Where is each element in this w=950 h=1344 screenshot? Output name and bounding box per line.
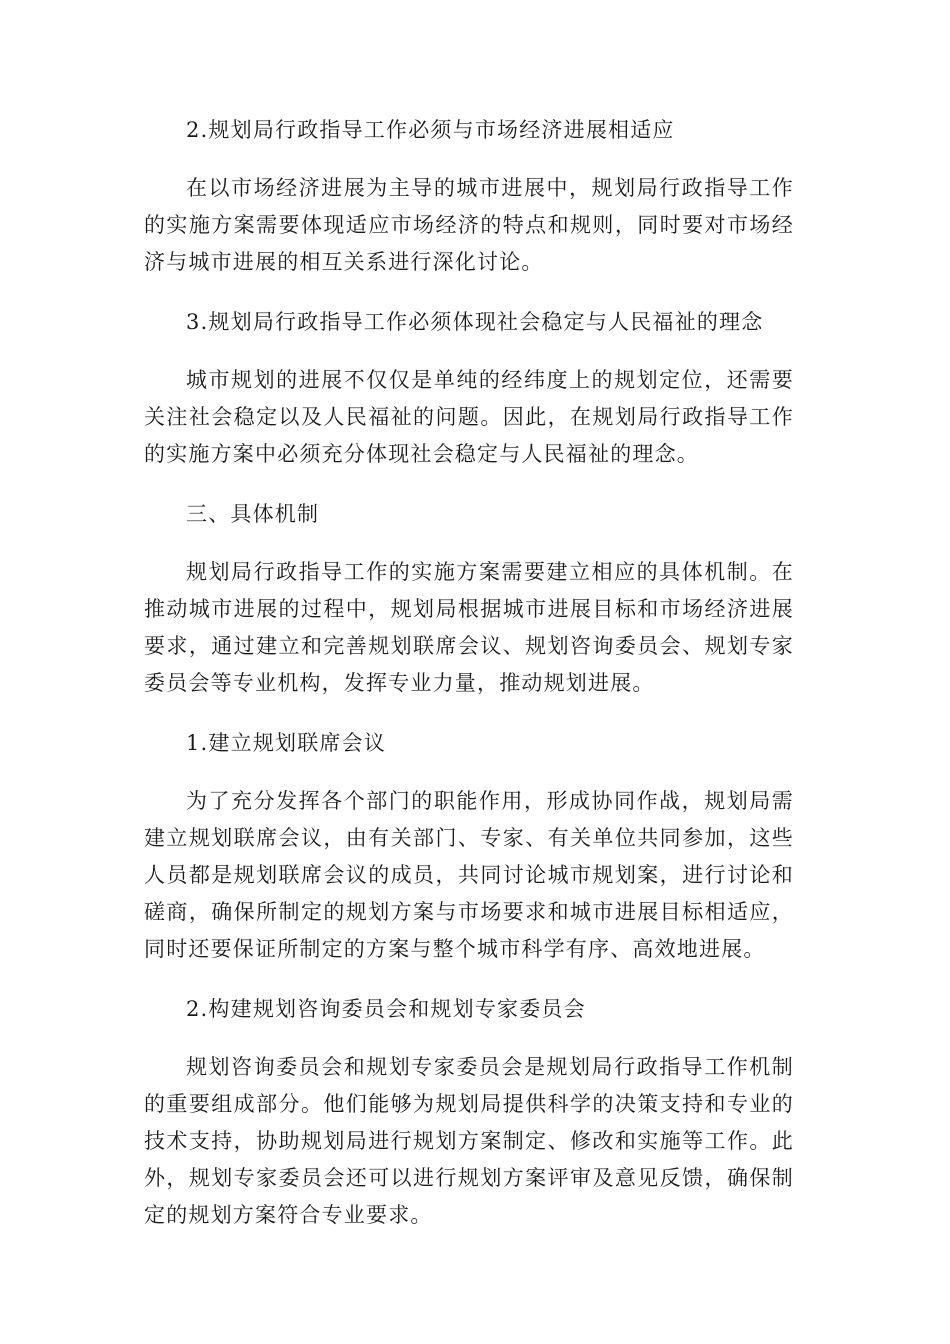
section-heading-market-economy: 2.规划局行政指导工作必须与市场经济进展相适应 (186, 118, 675, 142)
document-body (144, 112, 794, 1234)
section-heading-social-stability: 3.规划局行政指导工作必须体现社会稳定与人民福祉的理念 (186, 310, 764, 334)
paragraph-committees: 规划咨询委员会和规划专家委员会是规划局行政指导工作机制的重要组成部分。他们能够为规划局提供科学的决策支持和专业的技术支持，协助规划局进行规划方案制定、修改和实施等工作。此外，规划专家委员会还可以进行规划方案评审及意见反馈，确保制定的规划方案符合专业要求。 (144, 1055, 794, 1227)
section-heading-joint-meeting: 1.建立规划联席会议 (186, 731, 387, 755)
section-heading-committees: 2.构建规划咨询委员会和规划专家委员会 (186, 997, 586, 1021)
paragraph-social-stability: 城市规划的进展不仅仅是单纯的经纬度上的规划定位，还需要关注社会稳定以及人民福祉的问题。因此，在规划局行政指导工作的实施方案中必须充分体现社会稳定与人民福祉的理念。 (144, 368, 794, 466)
paragraph-mechanism: 规划局行政指导工作的实施方案需要建立相应的具体机制。在推动城市进展的过程中，规划局根据城市进展目标和市场经济进展要求，通过建立和完善规划联席会议、规划咨询委员会、规划专家委员会等专业机构，发挥专业力量，推动规划进展。 (144, 560, 794, 695)
paragraph-market-economy: 在以市场经济进展为主导的城市进展中，规划局行政指导工作的实施方案需要体现适应市场经济的特点和规则，同时要对市场经济与城市进展的相互关系进行深化讨论。 (144, 176, 794, 274)
section-heading-mechanism: 三、具体机制 (186, 502, 320, 526)
paragraph-joint-meeting: 为了充分发挥各个部门的职能作用，形成协同作战，规划局需建立规划联席会议，由有关部门、专家、有关单位共同参加，这些人员都是规划联席会议的成员，共同讨论城市规划案，进行讨论和磋商，确保所制定的规划方案与市场要求和城市进展目标相适应，同时还要保证所制定的方案与整个城市科学有序、高效地进展。 (144, 789, 794, 961)
